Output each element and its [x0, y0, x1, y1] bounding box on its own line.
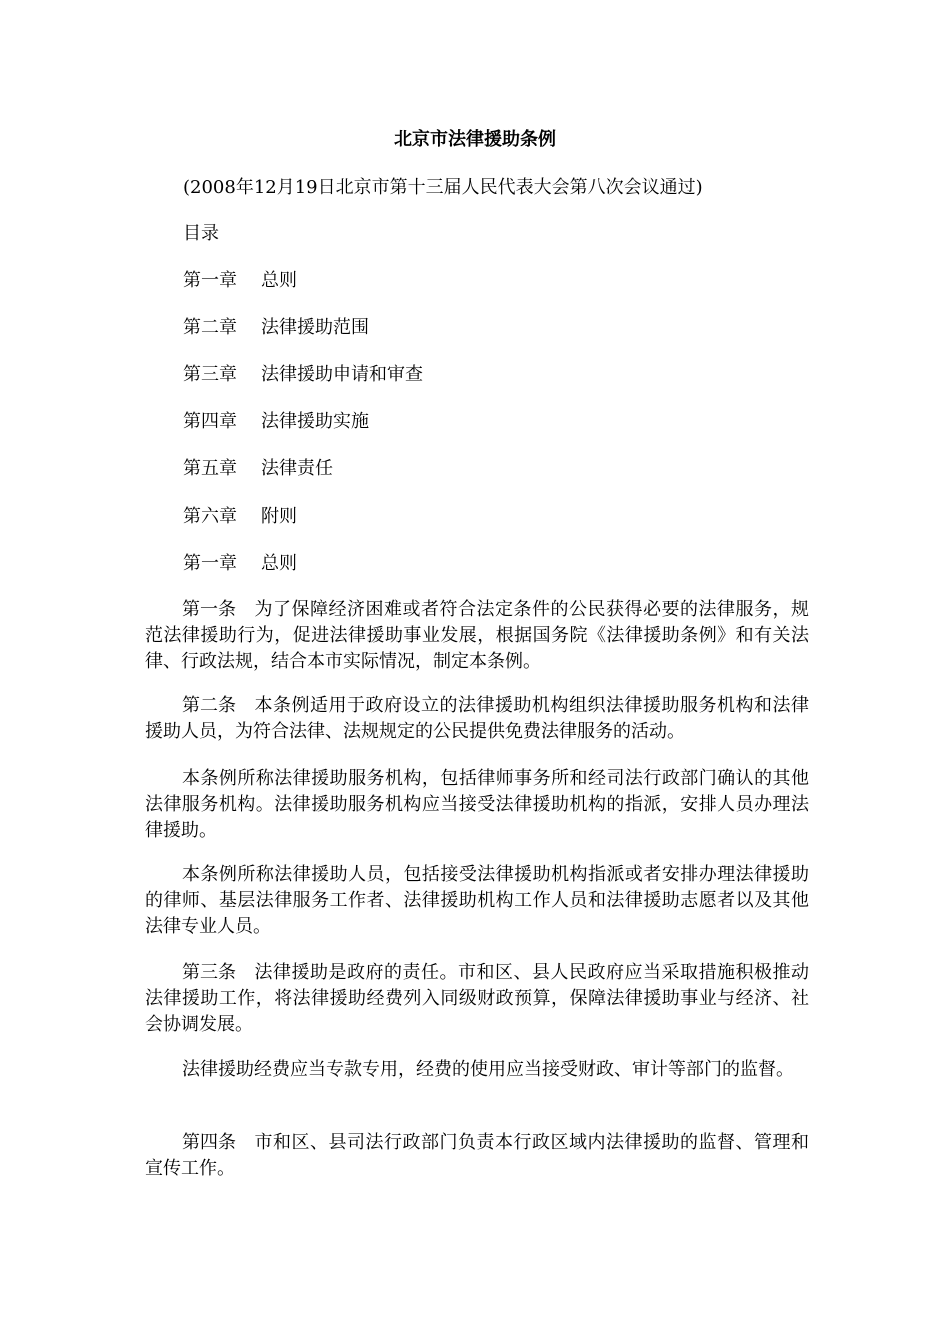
- toc-item-name: 附则: [261, 506, 297, 527]
- toc-item-number: 第二章: [183, 317, 237, 338]
- article-text: 法律援助经费应当专款专用，经费的使用应当接受财政、审计等部门的监督。: [182, 1059, 794, 1080]
- article-number: 第四条: [182, 1132, 236, 1153]
- chapter-name: 总则: [261, 553, 297, 574]
- toc-item-number: 第一章: [183, 270, 237, 291]
- article-paragraph: [145, 693, 809, 745]
- article-paragraph: [145, 766, 809, 844]
- article-number: 第二条: [182, 695, 236, 716]
- document-subtitle: (2008年12月19日北京市第十三届人民代表大会第八次会议通过): [183, 177, 703, 198]
- toc-item: [183, 269, 297, 293]
- article-paragraph: [145, 960, 809, 1038]
- toc-item: [183, 505, 297, 529]
- chapter-heading: [183, 552, 297, 576]
- document-title: 北京市法律援助条例: [394, 129, 556, 150]
- article-number: 第一条: [182, 599, 236, 620]
- toc-item-number: 第六章: [183, 506, 237, 527]
- article-text: 本条例适用于政府设立的法律援助机构组织法律援助服务机构和法律援助人员，为符合法律、法规规定的公民提供免费法律服务的活动。: [145, 695, 809, 742]
- toc-item-name: 法律援助申请和审查: [261, 364, 423, 385]
- toc-item-name: 法律援助实施: [261, 411, 369, 432]
- article-paragraph: [145, 862, 809, 940]
- article-text: 为了保障经济困难或者符合法定条件的公民获得必要的法律服务，规范法律援助行为，促进法律援助事业发展，根据国务院《法律援助条例》和有关法律、行政法规，结合本市实际情况，制定本条例。: [145, 599, 809, 672]
- toc-item-name: 法律责任: [261, 458, 333, 479]
- chapter-number: 第一章: [183, 553, 237, 574]
- article-text: 本条例所称法律援助服务机构，包括律师事务所和经司法行政部门确认的其他法律服务机构。法律援助服务机构应当接受法律援助机构的指派，安排人员办理法律援助。: [145, 768, 809, 841]
- toc-item-name: 法律援助范围: [261, 317, 369, 338]
- toc-label: 目录: [183, 223, 219, 244]
- article-text: 市和区、县司法行政部门负责本行政区域内法律援助的监督、管理和宣传工作。: [145, 1132, 809, 1179]
- article-text: 法律援助是政府的责任。市和区、县人民政府应当采取措施积极推动法律援助工作，将法律援助经费列入同级财政预算，保障法律援助事业与经济、社会协调发展。: [145, 962, 809, 1035]
- toc-item-number: 第五章: [183, 458, 237, 479]
- toc-item: [183, 410, 369, 434]
- article-text: 本条例所称法律援助人员，包括接受法律援助机构指派或者安排办理法律援助的律师、基层法律服务工作者、法律援助机构工作人员和法律援助志愿者以及其他法律专业人员。: [145, 864, 809, 937]
- article-paragraph: [145, 597, 809, 675]
- toc-item-number: 第三章: [183, 364, 237, 385]
- article-paragraph: [145, 1057, 809, 1083]
- toc-item: [183, 363, 423, 387]
- toc-item-number: 第四章: [183, 411, 237, 432]
- toc-item: [183, 457, 333, 481]
- article-paragraph: [145, 1130, 809, 1182]
- toc-item: [183, 316, 369, 340]
- toc-item-name: 总则: [261, 270, 297, 291]
- article-number: 第三条: [182, 962, 236, 983]
